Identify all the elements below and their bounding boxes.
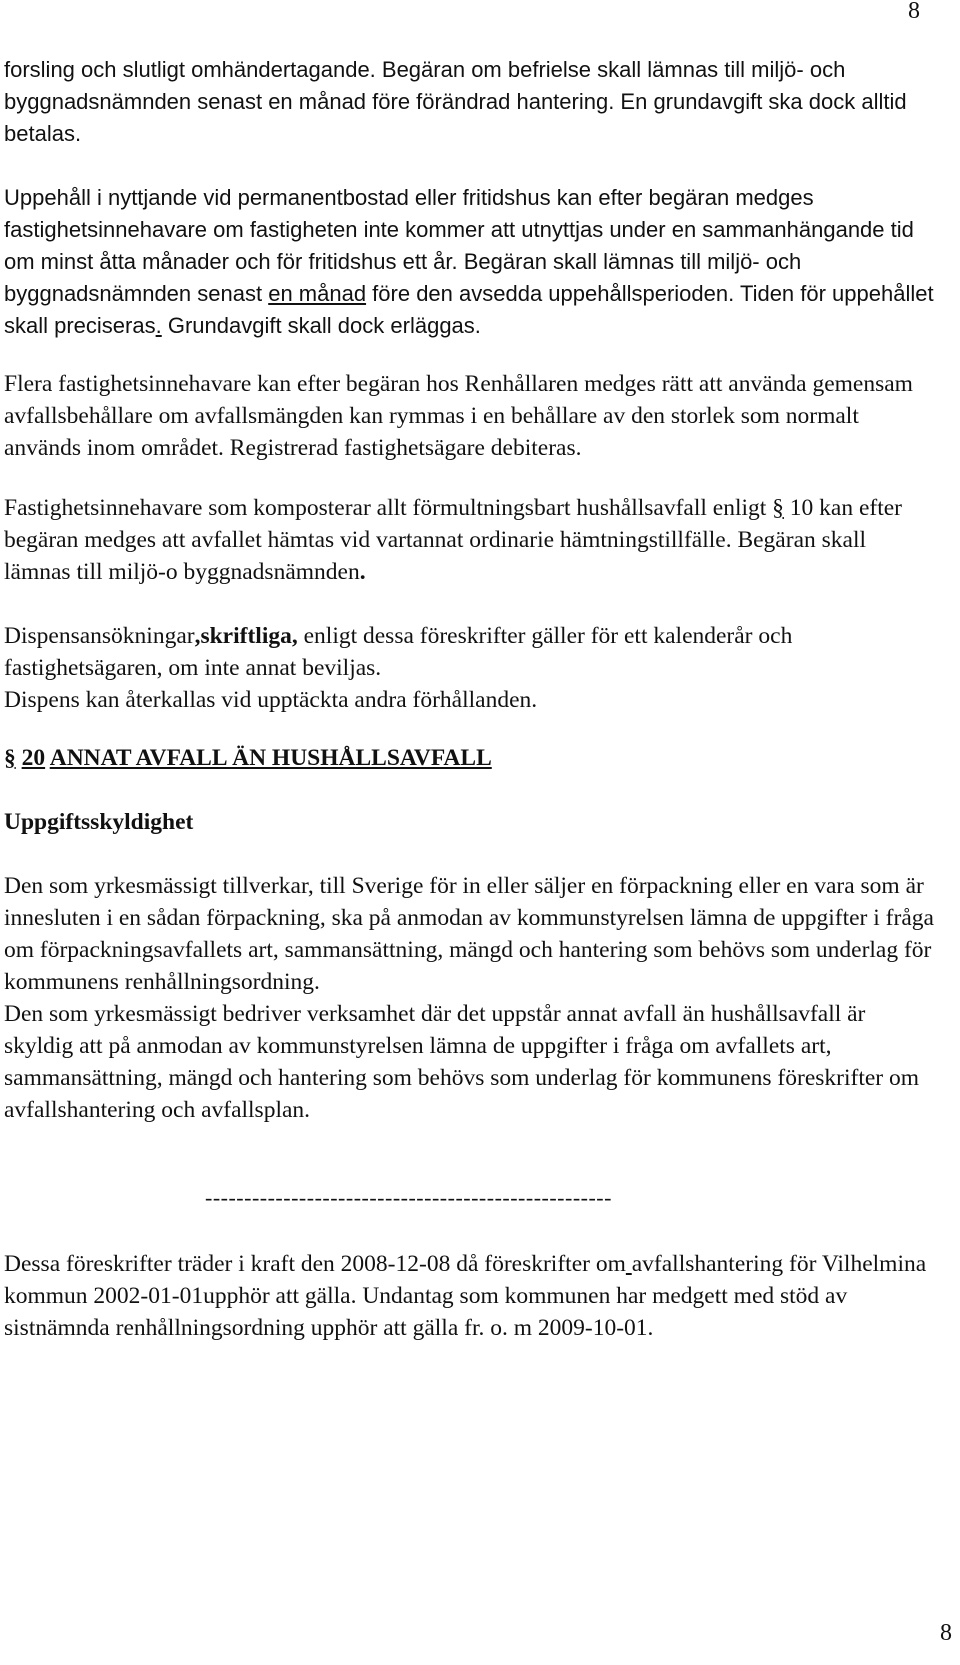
- page-number-top: 8: [908, 0, 920, 24]
- bold-period: .: [359, 559, 366, 585]
- paragraph-uppehall-text-2: före den avsedda uppehållsperioden. Tiden för uppehållet skall preciseras: [4, 281, 934, 338]
- paragraph-gemensam-text: Flera fastighetsinnehavare kan efter begäran hos Renhållaren medges rätt att använda gemensam avfallsbehållare om avfallsmängden kan rymmas i en behållare av den storlek som normalt används inom området. Registrerad fastighetsägare debiteras.: [4, 371, 913, 461]
- page-number-bottom: 8: [940, 1620, 952, 1646]
- paragraph-befrielse-text: forsling och slutligt omhändertagande. Begäran om befrielse skall lämnas till miljö- och byggnadsnämnden senast en månad före förändrad hantering. En grundavgift ska dock alltid betalas.: [4, 57, 907, 146]
- paragraph-verksamhet-text: Den som yrkesmässigt bedriver verksamhet där det uppstår annat avfall än hushållsavfall är skyldig att på anmodan av kommunstyrelsen lämna de uppgifter i fråga om avfallets art, sammansättning, mängd och hantering som behövs som underlag för kommunens föreskrifter om avfallshantering och avfallsplan.: [4, 1001, 920, 1123]
- underlined-period: .: [155, 313, 162, 338]
- paragraph-dispens: [4, 620, 934, 716]
- divider-dashes: ----------------------------------------------------: [205, 1185, 612, 1210]
- paragraph-uppgiftsskyldighet: [4, 870, 934, 1126]
- paragraph-kompostering-text-1: Fastighetsinnehavare som komposterar allt förmultningsbart hushållsavfall enligt: [4, 495, 773, 521]
- paragraph-uppehall-text-1: Uppehåll i nyttjande vid permanentbostad eller fritidshus kan efter begäran medges fastighetsinnehavare om fastigheten inte kommer att utnyttjas under en sammanhängande tid om minst åtta månader och för fritidshus ett år. Begäran skall lämnas till miljö- och byggnadsnämnden senast: [4, 185, 914, 306]
- paragraph-uppehall-text-3: Grundavgift skall dock erläggas.: [161, 313, 481, 338]
- paragraph-ikrafttradande: [4, 1248, 934, 1344]
- paragraph-dispens-text-1: Dispensansökningar: [4, 623, 195, 649]
- paragraph-dispens-text-2: enligt dessa föreskrifter gäller för ett kalenderår och fastighetsägaren, om inte annat beviljas.: [4, 623, 793, 681]
- underlined-en-manad: en månad: [268, 281, 367, 306]
- subheading-uppgiftsskyldighet: Uppgiftsskyldighet: [4, 809, 194, 835]
- paragraph-kompostering-text-2: 10 kan efter begäran medges att avfallet hämtas vid vartannat ordinarie hämtningstillfälle. Begäran skall lämnas till miljö-o byggnadsnämnden: [4, 495, 903, 585]
- bold-skriftliga: ,skriftliga,: [194, 623, 298, 649]
- paragraph-dispens-line2: Dispens kan återkallas vid upptäckta andra förhållanden.: [4, 687, 538, 713]
- paragraph-uppehall: [4, 182, 934, 342]
- section-heading: [4, 742, 492, 774]
- paragraph-kompostering: [4, 492, 934, 588]
- paragraph-gemensam-behallare: [4, 368, 934, 464]
- paragraph-befrielse: [4, 54, 934, 150]
- paragraph-forpackning-text: Den som yrkesmässigt tillverkar, till Sverige för in eller säljer en förpackning eller en vara som är innesluten i en sådan förpackning, ska på anmodan av kommunstyrelsen lämna de uppgifter i fråga om förpackningsavfallets art, sammansättning, mängd och hantering som behövs som underlag för kommunens renhållningsordning.: [4, 873, 934, 995]
- section-heading-symbol: §: [4, 745, 16, 771]
- section-symbol: §: [772, 495, 784, 521]
- section-heading-number: 20: [21, 745, 46, 771]
- paragraph-ikraft-text-1: Dessa föreskrifter träder i kraft den 2008-12-08 då föreskrifter om: [4, 1251, 626, 1277]
- paragraph-ikraft-text-2: avfallshantering för Vilhelmina kommun 2002-01-01upphör att gälla. Undantag som kommunen har medgett med stöd av sistnämnda renhållningsordning upphör att gälla fr. o. m 2009-10-01.: [4, 1251, 927, 1341]
- section-heading-title: ANNAT AVFALL ÄN HUSHÅLLSAVFALL: [49, 745, 492, 771]
